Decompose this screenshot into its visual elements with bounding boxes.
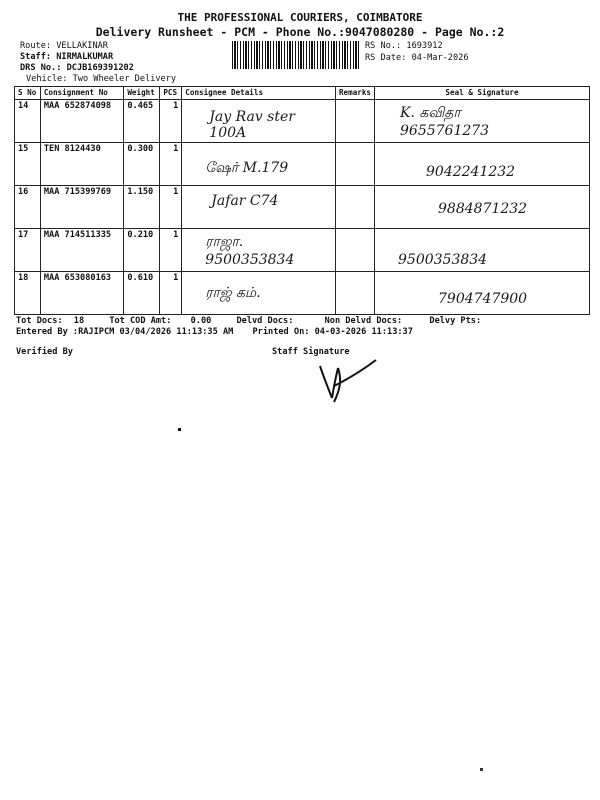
rs-date-value: 04-Mar-2026 bbox=[411, 53, 469, 63]
table-row bbox=[15, 272, 590, 315]
rs-no-line bbox=[365, 41, 443, 51]
tot-docs-label: Tot Docs: bbox=[16, 316, 63, 326]
drs-label: DRS No.: bbox=[20, 63, 62, 73]
barcode-image bbox=[232, 41, 360, 69]
company-name: THE PROFESSIONAL COURIERS, COIMBATORE bbox=[177, 11, 423, 24]
cell-pcs: 1 bbox=[160, 229, 182, 272]
non-delvd-docs-label: Non Delvd Docs: bbox=[324, 316, 403, 326]
cell-consignment: MAA 715399769 bbox=[40, 186, 124, 229]
cell-sno: 14 bbox=[15, 100, 41, 143]
cell-sno: 17 bbox=[15, 229, 41, 272]
cell-consignee: Jafar C74 bbox=[182, 186, 336, 229]
cell-consignee: ராஜ் கம். bbox=[182, 272, 336, 315]
delvd-docs-label: Delvd Docs: bbox=[236, 316, 294, 326]
cell-pcs: 1 bbox=[160, 186, 182, 229]
rs-no-value: 1693912 bbox=[406, 41, 443, 51]
table-row bbox=[15, 229, 590, 272]
table-row bbox=[15, 143, 590, 186]
col-consignee: Consignee Details bbox=[182, 87, 336, 100]
cell-remarks bbox=[335, 143, 374, 186]
route-value: VELLAKINAR bbox=[56, 41, 108, 51]
cell-pcs: 1 bbox=[160, 143, 182, 186]
cell-seal: 9500353834 bbox=[375, 229, 590, 272]
delvy-pts-label: Delvy Pts: bbox=[429, 316, 482, 326]
verified-by: Verified By bbox=[16, 347, 73, 357]
cell-consignment: MAA 714511335 bbox=[40, 229, 124, 272]
drs-value: DCJB169391202 bbox=[66, 63, 134, 73]
col-consignment: Consignment No bbox=[40, 87, 124, 100]
staff-signature-label: Staff Signature bbox=[272, 347, 350, 357]
cell-remarks bbox=[335, 272, 374, 315]
tot-docs-value: 18 bbox=[73, 316, 85, 326]
col-seal: Seal & Signature bbox=[375, 87, 590, 100]
runsheet-table bbox=[14, 86, 590, 315]
cell-pcs: 1 bbox=[160, 100, 182, 143]
staff-label: Staff: bbox=[20, 52, 52, 62]
cell-remarks bbox=[335, 229, 374, 272]
cell-sno: 15 bbox=[15, 143, 41, 186]
cell-consignee: ராஜா. 9500353834 bbox=[182, 229, 336, 272]
route-line bbox=[20, 41, 108, 51]
cell-seal: 9042241232 bbox=[375, 143, 590, 186]
totals-line bbox=[16, 316, 481, 326]
col-pcs: PCS bbox=[160, 87, 182, 100]
vehicle-label: Vehicle: bbox=[26, 74, 68, 84]
cell-weight: 0.210 bbox=[124, 229, 160, 272]
tot-cod-value: 0.00 bbox=[190, 316, 212, 326]
entered-by-line bbox=[16, 327, 413, 337]
cell-sno: 18 bbox=[15, 272, 41, 315]
rs-date-label: RS Date: bbox=[365, 53, 407, 63]
cell-sno: 16 bbox=[15, 186, 41, 229]
drs-line bbox=[20, 63, 134, 73]
runsheet-title: Delivery Runsheet - PCM - Phone No.:9047080280 - Page No.:2 bbox=[95, 25, 505, 39]
cell-consignment: MAA 653080163 bbox=[40, 272, 124, 315]
route-label: Route: bbox=[20, 41, 52, 51]
cell-seal: K. கவிதா 9655761273 bbox=[375, 100, 590, 143]
speck-mark bbox=[480, 768, 483, 771]
cell-remarks bbox=[335, 186, 374, 229]
staff-value: NIRMALKUMAR bbox=[56, 52, 114, 62]
cell-remarks bbox=[335, 100, 374, 143]
cell-weight: 1.150 bbox=[124, 186, 160, 229]
vehicle-line bbox=[26, 74, 176, 84]
table-row bbox=[15, 100, 590, 143]
cell-consignee: Jay Rav ster 100A bbox=[182, 100, 336, 143]
cell-consignment: MAA 652874098 bbox=[40, 100, 124, 143]
tot-cod-label: Tot COD Amt: bbox=[109, 316, 172, 326]
cell-seal: 9884871232 bbox=[375, 186, 590, 229]
cell-pcs: 1 bbox=[160, 272, 182, 315]
staff-signature-mark bbox=[312, 356, 382, 406]
table-header-row bbox=[15, 87, 590, 100]
entered-by: Entered By :RAJIPCM 03/04/2026 11:13:35 AM bbox=[16, 327, 234, 337]
col-sno: S No bbox=[15, 87, 41, 100]
cell-consignment: TEN 8124430 bbox=[40, 143, 124, 186]
col-weight: Weight bbox=[124, 87, 160, 100]
rs-date-line bbox=[365, 53, 469, 63]
staff-line bbox=[20, 52, 113, 62]
vehicle-value: Two Wheeler Delivery bbox=[72, 74, 177, 84]
cell-weight: 0.465 bbox=[124, 100, 160, 143]
rs-no-label: RS No.: bbox=[365, 41, 402, 51]
cell-weight: 0.300 bbox=[124, 143, 160, 186]
cell-weight: 0.610 bbox=[124, 272, 160, 315]
speck-mark bbox=[178, 428, 181, 431]
printed-on: Printed On: 04-03-2026 11:13:37 bbox=[252, 327, 413, 337]
cell-consignee: ஷேர் M.179 bbox=[182, 143, 336, 186]
col-remarks: Remarks bbox=[335, 87, 374, 100]
table-row bbox=[15, 186, 590, 229]
cell-seal: 7904747900 bbox=[375, 272, 590, 315]
